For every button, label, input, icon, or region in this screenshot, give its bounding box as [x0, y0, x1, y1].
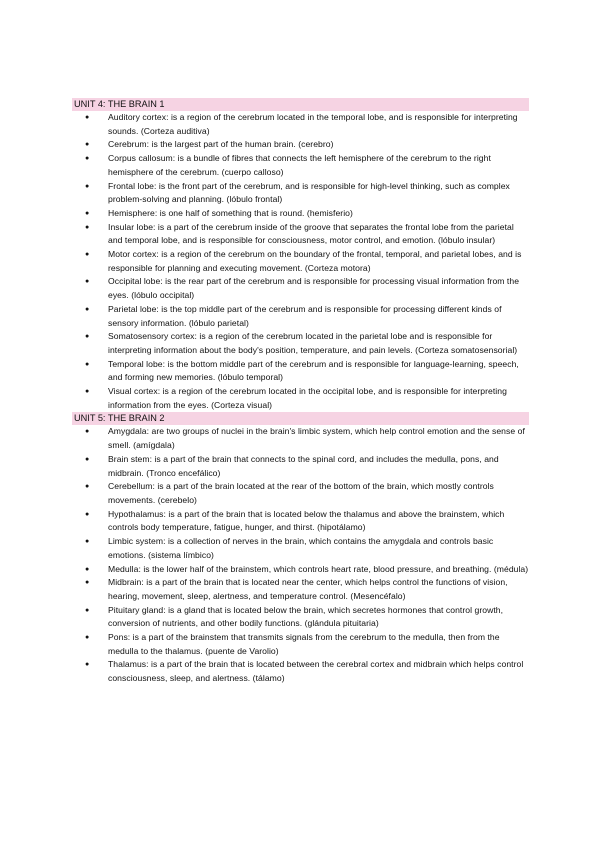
glossary-item-motor-cortex: ● Motor cortex: is a region of the cerebrum on the boundary of the frontal, temporal, and parietal lobes, and is responsible for planning and executing movement. (Corteza motora)	[72, 248, 529, 275]
glossary-item-thalamus: ● Thalamus: is a part of the brain that is located between the cerebral cortex and midbrain which helps control consciousness, sleep, and alertness. (tálamo)	[72, 658, 529, 685]
glossary-item-amygdala: ● Amygdala: are two groups of nuclei in the brain's limbic system, which help control emotion and the sense of smell. (amígdala)	[72, 425, 529, 452]
unit-5-heading: UNIT 5: THE BRAIN 2	[72, 412, 529, 425]
glossary-item-somatosensory-cortex: ● Somatosensory cortex: is a region of the cerebrum located in the parietal lobe and is responsible for interpreting information about the body's position, temperature, and pain levels. (Corteza somatosensorial)	[72, 330, 529, 357]
glossary-item-pons: ● Pons: is a part of the brainstem that transmits signals from the cerebrum to the medulla, then from the medulla to the thalamus. (puente de Varolio)	[72, 631, 529, 658]
glossary-item-auditory-cortex: ● Auditory cortex: is a region of the cerebrum located in the temporal lobe, and is responsible for interpreting sounds. (Corteza auditiva)	[72, 111, 529, 138]
glossary-item-limbic-system: ● Limbic system: is a collection of nerves in the brain, which contains the amygdala and controls basic emotions. (sistema límbico)	[72, 535, 529, 562]
glossary-item-insular-lobe: ● Insular lobe: is a part of the cerebrum inside of the groove that separates the frontal lobe from the parietal and temporal lobe, and is responsible for consciousness, motor control, and emotion. (lóbulo insular)	[72, 221, 529, 248]
unit-5-section	[72, 412, 529, 685]
unit-4-section	[72, 98, 529, 412]
unit-4-heading: UNIT 4: THE BRAIN 1	[72, 98, 529, 111]
glossary-item-midbrain: ● Midbrain: is a part of the brain that is located near the center, which helps control the functions of vision, hearing, movement, sleep, alertness, and temperature control. (Mesencéfalo)	[72, 576, 529, 603]
glossary-item-parietal-lobe: ● Parietal lobe: is the top middle part of the cerebrum and is responsible for processing different kinds of sensory information. (lóbulo parietal)	[72, 303, 529, 330]
unit-5-glossary-list	[72, 425, 529, 685]
unit-4-glossary-list	[72, 111, 529, 412]
glossary-item-visual-cortex: ● Visual cortex: is a region of the cerebrum located in the occipital lobe, and is responsible for interpreting information from the eyes. (Corteza visual)	[72, 385, 529, 412]
glossary-item-hypothalamus: ● Hypothalamus: is a part of the brain that is located below the thalamus and above the brainstem, which controls body temperature, fatigue, hunger, and thirst. (hipotálamo)	[72, 508, 529, 535]
glossary-item-cerebrum: ● Cerebrum: is the largest part of the human brain. (cerebro)	[72, 138, 529, 152]
glossary-item-cerebellum: ● Cerebellum: is a part of the brain located at the rear of the bottom of the brain, which mostly controls movements. (cerebelo)	[72, 480, 529, 507]
glossary-item-medulla: ● Medulla: is the lower half of the brainstem, which controls heart rate, blood pressure, and breathing. (médula)	[72, 563, 529, 577]
document-page	[72, 98, 529, 686]
glossary-item-occipital-lobe: ● Occipital lobe: is the rear part of the cerebrum and is responsible for processing visual information from the eyes. (lóbulo occipital)	[72, 275, 529, 302]
glossary-item-frontal-lobe: ● Frontal lobe: is the front part of the cerebrum, and is responsible for high-level thinking, such as complex problem-solving and planning. (lóbulo frontal)	[72, 180, 529, 207]
glossary-item-temporal-lobe: ● Temporal lobe: is the bottom middle part of the cerebrum and is responsible for language-learning, speech, and forming new memories. (lóbulo temporal)	[72, 358, 529, 385]
glossary-item-brain-stem: ● Brain stem: is a part of the brain that connects to the spinal cord, and includes the medulla, pons, and midbrain. (Tronco encefálico)	[72, 453, 529, 480]
glossary-item-hemisphere: ● Hemisphere: is one half of something that is round. (hemisferio)	[72, 207, 529, 221]
glossary-item-corpus-callosum: ● Corpus callosum: is a bundle of fibres that connects the left hemisphere of the cerebrum to the right hemisphere of the cerebrum. (cuerpo calloso)	[72, 152, 529, 179]
glossary-item-pituitary-gland: ● Pituitary gland: is a gland that is located below the brain, which secretes hormones that control growth, conversion of nutrients, and other bodily functions. (glándula pituitaria)	[72, 604, 529, 631]
